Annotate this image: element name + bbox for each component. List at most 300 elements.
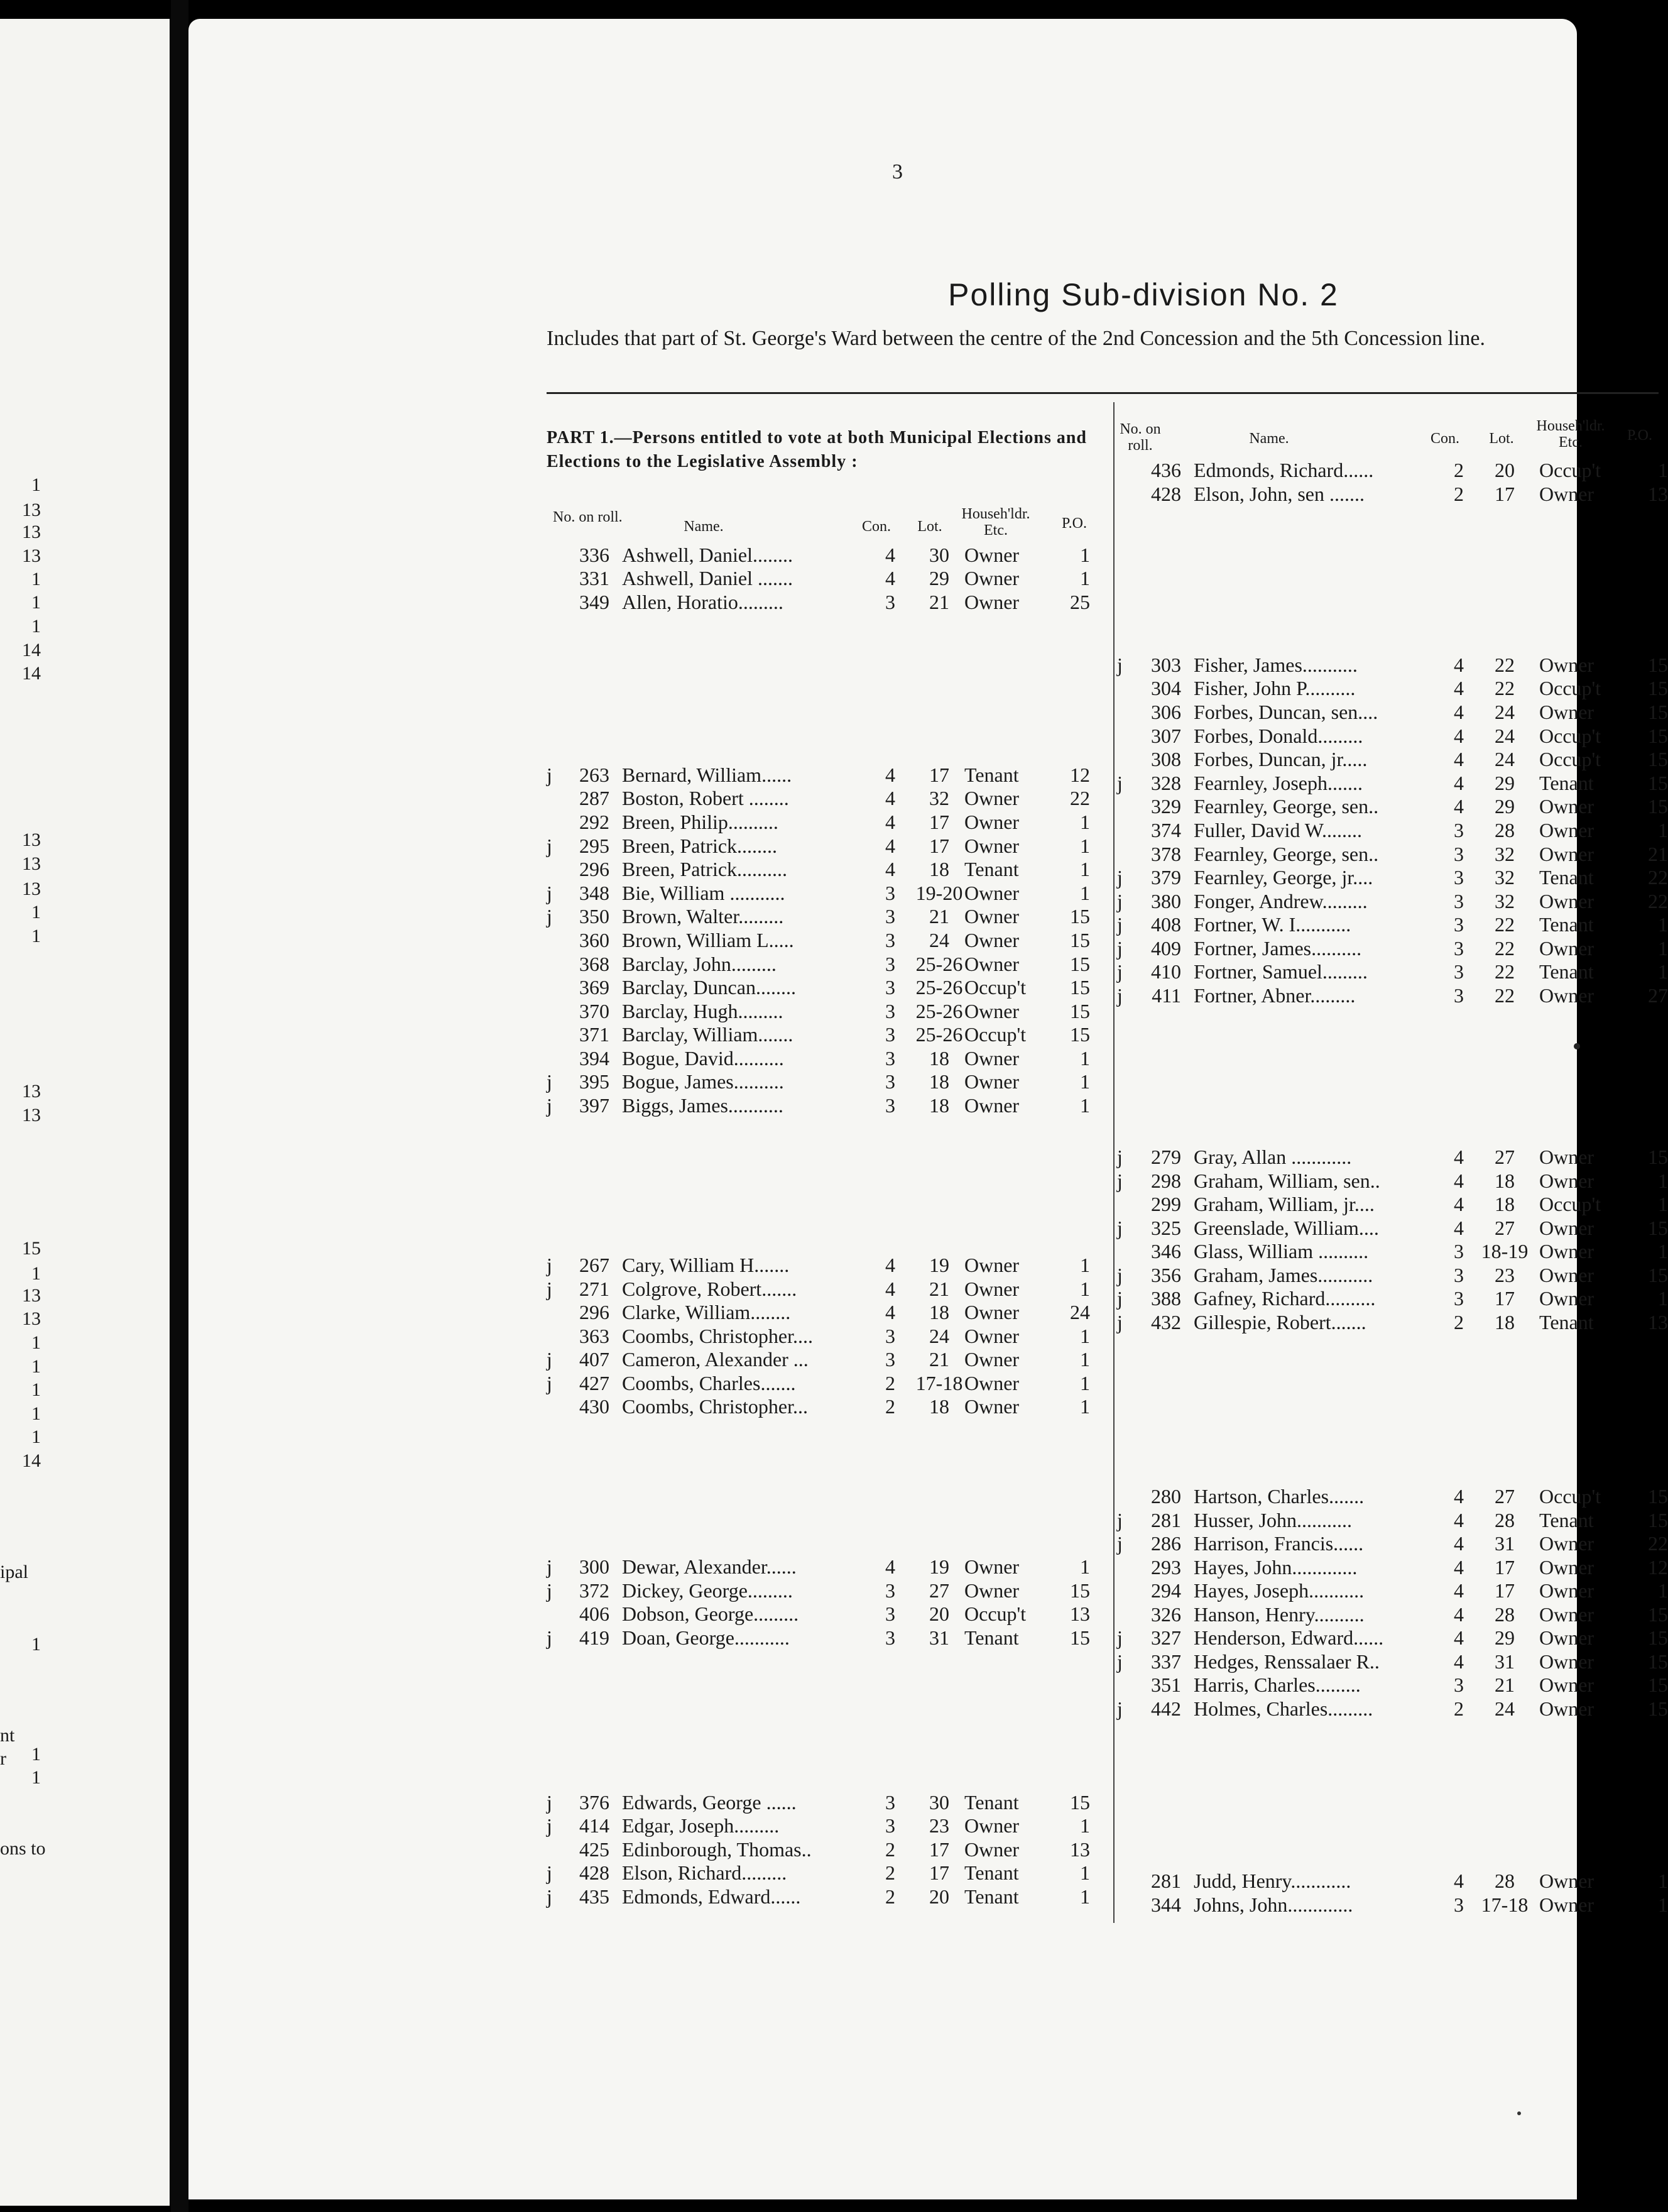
roll-entry [188, 1287, 1668, 1310]
roll-entry [188, 1348, 1571, 1371]
facing-page-fragment: ons to [0, 1838, 46, 1859]
entry-con: 3 [885, 1579, 895, 1602]
entry-po: 15 [1070, 976, 1090, 999]
entry-con: 4 [1454, 701, 1464, 723]
entry-hh: Owner [964, 567, 1020, 589]
entry-j: j [547, 882, 552, 904]
entry-j: j [547, 1555, 552, 1578]
entry-name: Dickey, George......... [622, 1579, 793, 1602]
entry-j: j [1117, 866, 1123, 889]
facing-page-number: 1 [31, 474, 41, 495]
entry-j: j [1117, 984, 1123, 1007]
entry-po: 15 [1648, 701, 1668, 723]
facing-page-number: 13 [22, 879, 41, 899]
entry-name: Forbes, Donald......... [1194, 725, 1363, 747]
entry-name: Brown, Walter......... [622, 905, 784, 928]
entry-lot: 24 [929, 1325, 949, 1347]
entry-lot: 20 [1495, 459, 1515, 481]
entry-con: 4 [885, 835, 895, 857]
roll-entry [188, 1094, 1571, 1117]
entry-lot: 23 [929, 1814, 949, 1837]
document-page [188, 19, 1668, 2199]
roll-entry [188, 591, 1571, 614]
entry-hh: Owner [964, 882, 1020, 904]
entry-po: 15 [1648, 772, 1668, 794]
entry-hh: Owner [1539, 654, 1594, 676]
entry-po: 15 [1648, 795, 1668, 818]
entry-name: Coombs, Christopher.... [622, 1325, 814, 1347]
entry-hh: Owner [964, 1395, 1020, 1418]
entry-lot: 18 [929, 1094, 949, 1117]
entry-po: 1 [1080, 882, 1090, 904]
facing-page-fragment: ipal [0, 1562, 28, 1582]
entry-con: 3 [885, 1070, 895, 1093]
entry-con: 3 [1454, 960, 1464, 983]
entry-con: 4 [885, 1301, 895, 1323]
entry-name: Elson, Richard......... [622, 1861, 787, 1884]
entry-con: 3 [1454, 1893, 1464, 1916]
roll-entry [188, 459, 1668, 482]
roll-entry [188, 1870, 1668, 1893]
entry-hh: Occup't [1539, 748, 1601, 770]
entry-po: 15 [1070, 1023, 1090, 1046]
entry-hh: Owner [964, 1579, 1020, 1602]
entry-po: 1 [1080, 1047, 1090, 1070]
entry-no: 325 [1151, 1217, 1181, 1239]
entry-con: 3 [1454, 1240, 1464, 1262]
entry-con: 3 [885, 1325, 895, 1347]
entry-name: Fortner, Samuel......... [1194, 960, 1368, 983]
roll-entry [188, 1146, 1668, 1169]
entry-name: Doan, George........... [622, 1626, 790, 1649]
entry-lot: 20 [929, 1885, 949, 1908]
entry-name: Breen, Patrick........ [622, 835, 778, 857]
entry-lot: 18 [1495, 1193, 1515, 1215]
entry-po: 1 [1658, 1579, 1668, 1602]
entry-lot: 25-26 [915, 953, 963, 975]
entry-po: 1 [1658, 1893, 1668, 1916]
col-head-po: P.O. [1061, 515, 1087, 532]
entry-po: 27 [1648, 984, 1668, 1007]
roll-entry [188, 748, 1668, 771]
entry-lot: 17 [1495, 483, 1515, 505]
entry-po: 15 [1648, 654, 1668, 676]
entry-no: 411 [1152, 984, 1181, 1007]
entry-con: 3 [885, 882, 895, 904]
entry-hh: Owner [1539, 1650, 1594, 1673]
entry-no: 406 [579, 1602, 609, 1625]
entry-po: 1 [1080, 1814, 1090, 1837]
entry-hh: Occup't [1539, 677, 1601, 699]
entry-po: 12 [1648, 1556, 1668, 1579]
entry-no: 371 [579, 1023, 609, 1046]
entry-name: Fonger, Andrew......... [1194, 890, 1368, 912]
roll-entry [188, 677, 1668, 700]
entry-j: j [1117, 1650, 1123, 1673]
entry-name: Harrison, Francis...... [1194, 1532, 1364, 1555]
col-head-name: Name. [684, 518, 724, 535]
entry-po: 15 [1070, 1626, 1090, 1649]
roll-entry [188, 567, 1571, 590]
facing-page-number: 14 [22, 663, 41, 684]
entry-lot: 22 [1495, 913, 1515, 936]
entry-hh: Owner [964, 1000, 1020, 1022]
entry-po: 1 [1658, 960, 1668, 983]
roll-entry [188, 1556, 1668, 1579]
entry-j: j [547, 1254, 552, 1276]
entry-no: 432 [1151, 1311, 1181, 1333]
entry-con: 4 [885, 811, 895, 833]
book-gutter [171, 0, 188, 2212]
entry-no: 281 [1151, 1509, 1181, 1531]
entry-lot: 31 [1495, 1532, 1515, 1555]
entry-no: 279 [1151, 1146, 1181, 1168]
facing-page-margin [0, 19, 170, 2206]
entry-hh: Occup't [1539, 1485, 1601, 1508]
entry-no: 378 [1151, 843, 1181, 865]
entry-lot: 21 [929, 1348, 949, 1371]
entry-lot: 24 [1495, 701, 1515, 723]
entry-name: Hedges, Renssalaer R.. [1194, 1650, 1380, 1673]
entry-po: 15 [1070, 929, 1090, 951]
col-head-name-right: Name. [1249, 430, 1289, 447]
entry-con: 4 [1454, 1169, 1464, 1192]
entry-name: Fuller, David W........ [1194, 819, 1363, 841]
entry-j: j [1117, 1626, 1123, 1649]
entry-hh: Owner [964, 1301, 1020, 1323]
entry-lot: 22 [1495, 654, 1515, 676]
entry-name: Coombs, Christopher... [622, 1395, 809, 1418]
entry-name: Dobson, George......... [622, 1602, 799, 1625]
entry-con: 3 [885, 1000, 895, 1022]
entry-con: 4 [1454, 1579, 1464, 1602]
entry-po: 15 [1648, 1485, 1668, 1508]
facing-page-number: 1 [31, 1379, 41, 1400]
entry-con: 4 [1454, 772, 1464, 794]
entry-hh: Owner [964, 811, 1020, 833]
entry-po: 1 [1658, 459, 1668, 481]
roll-entry [188, 1791, 1571, 1814]
entry-j: j [1117, 1509, 1123, 1531]
facing-page-number: 14 [22, 640, 41, 660]
entry-name: Gillespie, Robert....... [1194, 1311, 1366, 1333]
entry-con: 3 [885, 953, 895, 975]
entry-lot: 22 [1495, 677, 1515, 699]
entry-hh: Owner [964, 929, 1020, 951]
roll-entry [188, 1264, 1668, 1287]
entry-lot: 22 [1495, 960, 1515, 983]
entry-hh: Tenant [1539, 772, 1594, 794]
entry-lot: 31 [929, 1626, 949, 1649]
entry-lot: 27 [1495, 1485, 1515, 1508]
entry-name: Judd, Henry............ [1194, 1870, 1351, 1892]
entry-name: Hanson, Henry.......... [1194, 1603, 1365, 1626]
entry-name: Biggs, James........... [622, 1094, 783, 1117]
entry-j: j [547, 1885, 552, 1908]
entry-j: j [547, 1070, 552, 1093]
entry-lot: 31 [1495, 1650, 1515, 1673]
entry-con: 4 [1454, 1603, 1464, 1626]
entry-hh: Owner [964, 1094, 1020, 1117]
entry-no: 307 [1151, 725, 1181, 747]
entry-con: 3 [885, 1047, 895, 1070]
entry-lot: 18 [929, 1047, 949, 1070]
entry-con: 3 [885, 1094, 895, 1117]
entry-lot: 27 [1495, 1217, 1515, 1239]
entry-con: 4 [1454, 1146, 1464, 1168]
entry-j: j [1117, 1287, 1123, 1310]
entry-hh: Owner [964, 1325, 1020, 1347]
entry-lot: 21 [1495, 1673, 1515, 1696]
entry-no: 263 [579, 764, 609, 786]
entry-name: Graham, William, jr.... [1194, 1193, 1375, 1215]
entry-name: Forbes, Duncan, jr..... [1194, 748, 1368, 770]
entry-no: 379 [1151, 866, 1181, 889]
entry-no: 376 [579, 1791, 609, 1814]
entry-lot: 23 [1495, 1264, 1515, 1286]
entry-lot: 24 [929, 929, 949, 951]
entry-hh: Owner [1539, 1146, 1594, 1168]
col-head-hh-right: Househ'ldr. Etc. [1536, 418, 1605, 451]
entry-con: 3 [885, 1023, 895, 1046]
entry-no: 286 [1151, 1532, 1181, 1555]
entry-po: 25 [1070, 591, 1090, 613]
entry-lot: 17 [929, 764, 949, 786]
entry-no: 427 [579, 1372, 609, 1394]
entry-con: 4 [1454, 1556, 1464, 1579]
entry-no: 296 [579, 858, 609, 880]
entry-no: 394 [579, 1047, 609, 1070]
entry-hh: Owner [964, 544, 1020, 566]
facing-page-number: 13 [22, 853, 41, 874]
entry-con: 3 [885, 1602, 895, 1625]
entry-no: 271 [579, 1278, 609, 1300]
entry-no: 414 [579, 1814, 609, 1837]
entry-j: j [1117, 654, 1123, 676]
entry-con: 4 [885, 1555, 895, 1578]
roll-entry [188, 1697, 1668, 1721]
entry-lot: 28 [1495, 1870, 1515, 1892]
entry-name: Cary, William H....... [622, 1254, 790, 1276]
facing-page-number: 13 [22, 830, 41, 850]
entry-po: 15 [1648, 1626, 1668, 1649]
entry-hh: Owner [964, 953, 1020, 975]
entry-no: 304 [1151, 677, 1181, 699]
entry-lot: 24 [1495, 725, 1515, 747]
entry-con: 4 [1454, 1532, 1464, 1555]
entry-con: 2 [885, 1861, 895, 1884]
entry-lot: 17 [929, 1861, 949, 1884]
facing-page-number: 13 [22, 1105, 41, 1125]
entry-con: 3 [1454, 1673, 1464, 1696]
roll-entry [188, 483, 1668, 506]
entry-hh: Tenant [1539, 1311, 1594, 1333]
entry-po: 15 [1648, 1217, 1668, 1239]
roll-entry [188, 1532, 1668, 1555]
entry-con: 2 [1454, 1697, 1464, 1720]
entry-hh: Owner [1539, 984, 1594, 1007]
entry-po: 1 [1080, 544, 1090, 566]
entry-no: 388 [1151, 1287, 1181, 1310]
entry-j: j [547, 1348, 552, 1371]
entry-po: 15 [1648, 1509, 1668, 1531]
entry-j: j [1117, 1146, 1123, 1168]
entry-po: 13 [1648, 483, 1668, 505]
facing-page-number: 13 [22, 522, 41, 542]
entry-no: 435 [579, 1885, 609, 1908]
entry-hh: Tenant [964, 1885, 1019, 1908]
ink-speck [1517, 2111, 1521, 2115]
entry-po: 1 [1080, 1395, 1090, 1418]
entry-lot: 17 [929, 1838, 949, 1861]
entry-con: 2 [885, 1838, 895, 1861]
entry-j: j [547, 1372, 552, 1394]
facing-page-number: 1 [31, 1744, 41, 1765]
entry-hh: Tenant [964, 1861, 1019, 1884]
entry-no: 293 [1151, 1556, 1181, 1579]
entry-con: 4 [885, 544, 895, 566]
roll-entry [188, 1023, 1571, 1046]
entry-con: 2 [1454, 459, 1464, 481]
entry-name: Barclay, John......... [622, 953, 777, 975]
entry-j: j [547, 1814, 552, 1837]
facing-page-fragment: nt [0, 1725, 15, 1746]
entry-po: 1 [1080, 858, 1090, 880]
entry-name: Graham, William, sen.. [1194, 1169, 1380, 1192]
entry-no: 300 [579, 1555, 609, 1578]
entry-po: 1 [1080, 1861, 1090, 1884]
entry-lot: 17-18 [1481, 1893, 1529, 1916]
entry-lot: 19 [929, 1555, 949, 1578]
entry-hh: Owner [1539, 1579, 1594, 1602]
entry-no: 409 [1151, 937, 1181, 960]
roll-entry [188, 1169, 1668, 1193]
entry-con: 4 [1454, 1650, 1464, 1673]
entry-j: j [547, 1626, 552, 1649]
entry-lot: 29 [1495, 795, 1515, 818]
entry-lot: 25-26 [915, 1023, 963, 1046]
entry-hh: Owner [964, 835, 1020, 857]
entry-po: 1 [1658, 913, 1668, 936]
entry-no: 348 [579, 882, 609, 904]
entry-lot: 18 [929, 1395, 949, 1418]
entry-con: 3 [885, 1348, 895, 1371]
entry-hh: Owner [964, 591, 1020, 613]
entry-no: 349 [579, 591, 609, 613]
entry-name: Allen, Horatio......... [622, 591, 783, 613]
roll-entry [188, 866, 1668, 889]
entry-lot: 20 [929, 1602, 949, 1625]
entry-lot: 22 [1495, 984, 1515, 1007]
facing-page-number: 13 [22, 1285, 41, 1306]
entry-j: j [547, 1861, 552, 1884]
entry-no: 430 [579, 1395, 609, 1418]
entry-con: 3 [1454, 866, 1464, 889]
entry-hh: Owner [1539, 1673, 1594, 1696]
entry-name: Barclay, Hugh......... [622, 1000, 783, 1022]
entry-name: Breen, Patrick.......... [622, 858, 788, 880]
entry-lot: 25-26 [915, 1000, 963, 1022]
entry-name: Forbes, Duncan, sen.... [1194, 701, 1378, 723]
entry-j: j [547, 905, 552, 928]
entry-lot: 27 [1495, 1146, 1515, 1168]
entry-po: 21 [1648, 843, 1668, 865]
entry-con: 4 [1454, 1870, 1464, 1892]
entry-po: 22 [1070, 787, 1090, 809]
entry-po: 1 [1658, 819, 1668, 841]
entry-hh: Owner [964, 787, 1020, 809]
col-head-lot-right: Lot. [1489, 430, 1514, 447]
entry-no: 327 [1151, 1626, 1181, 1649]
entry-po: 1 [1080, 1094, 1090, 1117]
entry-con: 3 [885, 976, 895, 999]
header-rule [547, 392, 1659, 394]
entry-lot: 32 [1495, 843, 1515, 865]
entry-no: 295 [579, 835, 609, 857]
roll-entry [188, 1603, 1668, 1626]
entry-name: Barclay, William....... [622, 1023, 793, 1046]
entry-po: 1 [1080, 1348, 1090, 1371]
roll-entry [188, 1372, 1571, 1395]
entry-con: 4 [1454, 725, 1464, 747]
entry-po: 24 [1070, 1301, 1090, 1323]
entry-no: 360 [579, 929, 609, 951]
entry-lot: 21 [929, 1278, 949, 1300]
entry-no: 281 [1151, 1870, 1181, 1892]
entry-hh: Owner [964, 1254, 1020, 1276]
entry-con: 2 [885, 1395, 895, 1418]
entry-hh: Owner [1539, 701, 1594, 723]
entry-name: Bogue, David.......... [622, 1047, 784, 1070]
entry-lot: 30 [929, 1791, 949, 1814]
entry-name: Fearnley, George, sen.. [1194, 843, 1379, 865]
entry-no: 350 [579, 905, 609, 928]
entry-j: j [547, 1278, 552, 1300]
entry-no: 397 [579, 1094, 609, 1117]
entry-po: 15 [1070, 1579, 1090, 1602]
roll-entry [188, 1673, 1668, 1697]
entry-name: Greenslade, William.... [1194, 1217, 1379, 1239]
entry-con: 4 [885, 787, 895, 809]
entry-po: 15 [1070, 1000, 1090, 1022]
roll-entry [188, 1047, 1571, 1070]
entry-po: 15 [1648, 1650, 1668, 1673]
entry-po: 1 [1080, 1254, 1090, 1276]
entry-po: 15 [1648, 1603, 1668, 1626]
facing-page-number: 1 [31, 569, 41, 589]
entry-lot: 22 [1495, 937, 1515, 960]
facing-page-number: 14 [22, 1450, 41, 1471]
entry-lot: 19-20 [915, 882, 963, 904]
entry-po: 15 [1070, 905, 1090, 928]
roll-entry [188, 1217, 1668, 1240]
entry-name: Edmonds, Richard...... [1194, 459, 1374, 481]
entry-no: 292 [579, 811, 609, 833]
roll-entry [188, 1893, 1668, 1917]
entry-name: Edwards, George ...... [622, 1791, 797, 1814]
roll-entry [188, 1650, 1668, 1673]
entry-hh: Owner [964, 1070, 1020, 1093]
entry-con: 4 [885, 764, 895, 786]
entry-lot: 21 [929, 905, 949, 928]
entry-po: 22 [1648, 1532, 1668, 1555]
entry-hh: Owner [1539, 1264, 1594, 1286]
entry-con: 3 [885, 1814, 895, 1837]
facing-page-number: 1 [31, 1634, 41, 1655]
entry-hh: Owner [1539, 937, 1594, 960]
entry-hh: Owner [1539, 1626, 1594, 1649]
entry-name: Edgar, Joseph......... [622, 1814, 780, 1837]
